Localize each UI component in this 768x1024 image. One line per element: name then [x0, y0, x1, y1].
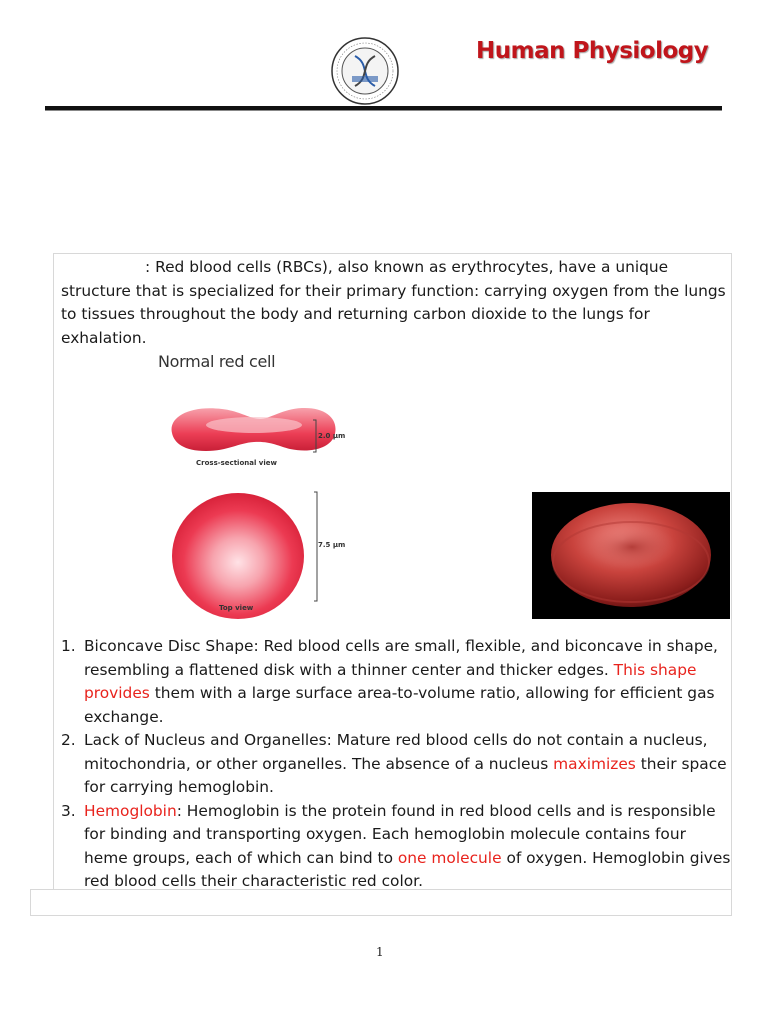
red-cell-photo	[532, 492, 730, 619]
list-number: 2.	[61, 731, 76, 749]
cross-measure-label: 2.0 µm	[318, 432, 346, 440]
highlighted-text: one molecule	[397, 848, 502, 867]
item-text: their space for carrying hemoglobin.	[84, 754, 727, 796]
red-cell-diagram	[150, 345, 380, 620]
diagram-title: Normal red cell	[158, 352, 276, 371]
highlighted-term: Hemoglobin	[84, 801, 177, 820]
item-text: of oxygen. Hemoglobin gives red blood cells their characteristic red color.	[84, 848, 731, 890]
item-text: Lack of Nucleus and Organelles: Mature red blood cells do not contain a nucleus, mitochondria, or other organelles. The absence of a nucleus	[84, 731, 708, 773]
highlighted-text: maximizes	[553, 754, 636, 773]
header-divider	[45, 106, 722, 111]
list-number: 3.	[61, 801, 76, 820]
list-item	[61, 729, 733, 800]
page-title: Human Physiology	[476, 38, 709, 64]
list-number: 1.	[61, 637, 76, 655]
cross-section-label: Cross-sectional view	[196, 459, 277, 467]
item-text: : Hemoglobin is the protein found in red blood cells and is responsible for binding and transporting oxygen. Each hemoglobin molecule contains four heme groups, each of which can bind to	[84, 801, 716, 867]
item-text: them with a large surface area-to-volume ratio, allowing for efficient gas exchange.	[84, 684, 715, 726]
page-number: 1	[376, 945, 384, 959]
university-logo	[330, 36, 400, 106]
highlighted-text: This shape provides	[84, 660, 697, 702]
top-measure-label: 7.5 µm	[318, 541, 346, 549]
item-text: Biconcave Disc Shape: Red blood cells are small, flexible, and biconcave in shape, resembling a flattened disk with a thinner center and thicker edges.	[84, 637, 718, 679]
list-item	[61, 800, 733, 894]
intro-paragraph	[61, 256, 731, 350]
top-view-label: Top view	[219, 604, 254, 612]
feature-list	[61, 635, 733, 894]
intro-text: : Red blood cells (RBCs), also known as erythrocytes, have a unique structure that is specialized for their primary function: carrying oxygen from the lungs to tissues throughout the body and returning carbon dioxide to the lungs for exhalation.	[61, 258, 726, 347]
list-item	[61, 635, 733, 729]
